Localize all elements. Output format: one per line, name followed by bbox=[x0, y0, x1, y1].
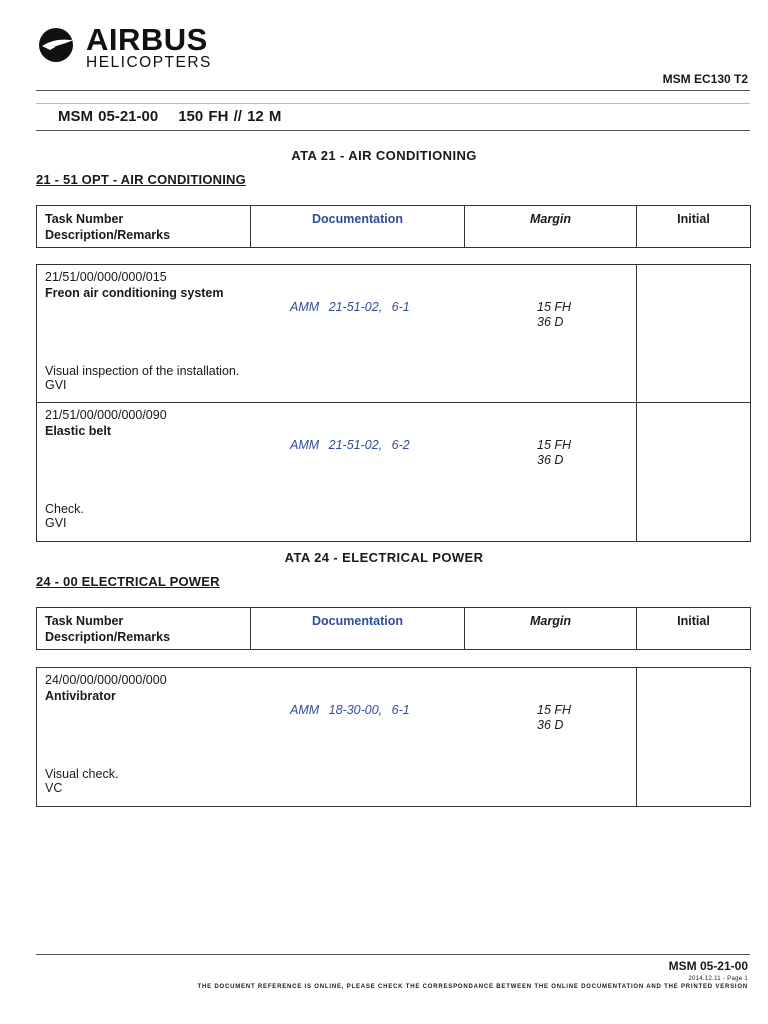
task-type: GVI bbox=[45, 378, 67, 392]
margin-hours: 15 FH bbox=[537, 300, 572, 314]
col-task-number: Task Number bbox=[45, 614, 124, 628]
initial-divider bbox=[636, 668, 637, 806]
task-table bbox=[36, 264, 751, 542]
task-description: Check. bbox=[45, 502, 84, 516]
title-rule-top bbox=[36, 103, 750, 104]
task-type: GVI bbox=[45, 516, 67, 530]
column-header-table bbox=[36, 205, 751, 248]
ata-heading: ATA 21 - AIR CONDITIONING bbox=[291, 148, 477, 163]
col-initial: Initial bbox=[677, 614, 710, 628]
logo-subtitle: HELICOPTERS bbox=[86, 54, 212, 71]
task-description: Visual check. bbox=[45, 767, 119, 781]
task-number: 21/51/00/000/000/090 bbox=[45, 408, 167, 422]
task-number: 21/51/00/000/000/015 bbox=[45, 270, 167, 284]
task-description: Visual inspection of the installation. bbox=[45, 364, 240, 378]
task-doc-link[interactable]: AMM 21-51-02, 6-2 bbox=[290, 438, 410, 452]
col-margin: Margin bbox=[465, 206, 637, 247]
margin-days: 36 D bbox=[537, 453, 564, 467]
ata-heading: ATA 24 - ELECTRICAL POWER bbox=[284, 550, 484, 565]
task-margin bbox=[537, 438, 571, 468]
col-description: Description/Remarks bbox=[45, 630, 171, 644]
margin-days: 36 D bbox=[537, 315, 564, 329]
col-task-number: Task Number bbox=[45, 212, 124, 226]
task-name: Antivibrator bbox=[45, 689, 116, 703]
msm-interval: 150 FH // 12 M bbox=[178, 108, 282, 125]
msm-number: MSM 05-21-00 bbox=[58, 108, 159, 125]
column-header-table bbox=[36, 607, 751, 650]
task-margin bbox=[537, 300, 571, 330]
col-task bbox=[37, 608, 251, 649]
col-margin: Margin bbox=[465, 608, 637, 649]
task-name: Elastic belt bbox=[45, 424, 111, 438]
col-documentation: Documentation bbox=[251, 206, 465, 247]
col-documentation: Documentation bbox=[251, 608, 465, 649]
margin-hours: 15 FH bbox=[537, 703, 572, 717]
task-table bbox=[36, 667, 751, 807]
sub-heading: 24 - 00 ELECTRICAL POWER bbox=[36, 574, 220, 589]
task-doc-link[interactable]: AMM 21-51-02, 6-1 bbox=[290, 300, 410, 314]
header-rule bbox=[36, 90, 750, 91]
initial-divider bbox=[636, 403, 637, 541]
task-margin bbox=[537, 703, 571, 733]
task-number: 24/00/00/000/000/000 bbox=[45, 673, 167, 687]
task-type: VC bbox=[45, 781, 63, 795]
task-doc-link[interactable]: AMM 18-30-00, 6-1 bbox=[290, 703, 410, 717]
col-initial: Initial bbox=[677, 212, 710, 226]
task-row bbox=[37, 403, 750, 541]
col-task bbox=[37, 206, 251, 247]
task-row bbox=[37, 265, 750, 403]
airbus-helicopters-logo bbox=[36, 24, 226, 70]
initial-divider bbox=[636, 265, 637, 402]
footer-code: MSM 05-21-00 bbox=[668, 959, 748, 973]
footer-page-info: 2014.12.11 - Page 1 bbox=[688, 976, 748, 982]
footer-note: THE DOCUMENT REFERENCE IS ONLINE, PLEASE CHECK THE CORRESPONDANCE BETWEEN THE ONLINE DOCUMENTATION AND THE PRINTED VERSION bbox=[197, 984, 748, 990]
col-description: Description/Remarks bbox=[45, 228, 171, 242]
msm-title bbox=[58, 108, 281, 125]
footer-rule bbox=[36, 954, 750, 955]
margin-hours: 15 FH bbox=[537, 438, 572, 452]
task-row bbox=[37, 668, 750, 806]
title-rule-bottom bbox=[36, 130, 750, 131]
sub-heading: 21 - 51 OPT - AIR CONDITIONING bbox=[36, 172, 246, 187]
task-name: Freon air conditioning system bbox=[45, 286, 224, 300]
logo-wordmark: AIRBUS bbox=[86, 22, 208, 57]
airbus-logo-icon bbox=[36, 26, 80, 62]
margin-days: 36 D bbox=[537, 718, 564, 732]
doc-code: MSM EC130 T2 bbox=[662, 72, 748, 86]
